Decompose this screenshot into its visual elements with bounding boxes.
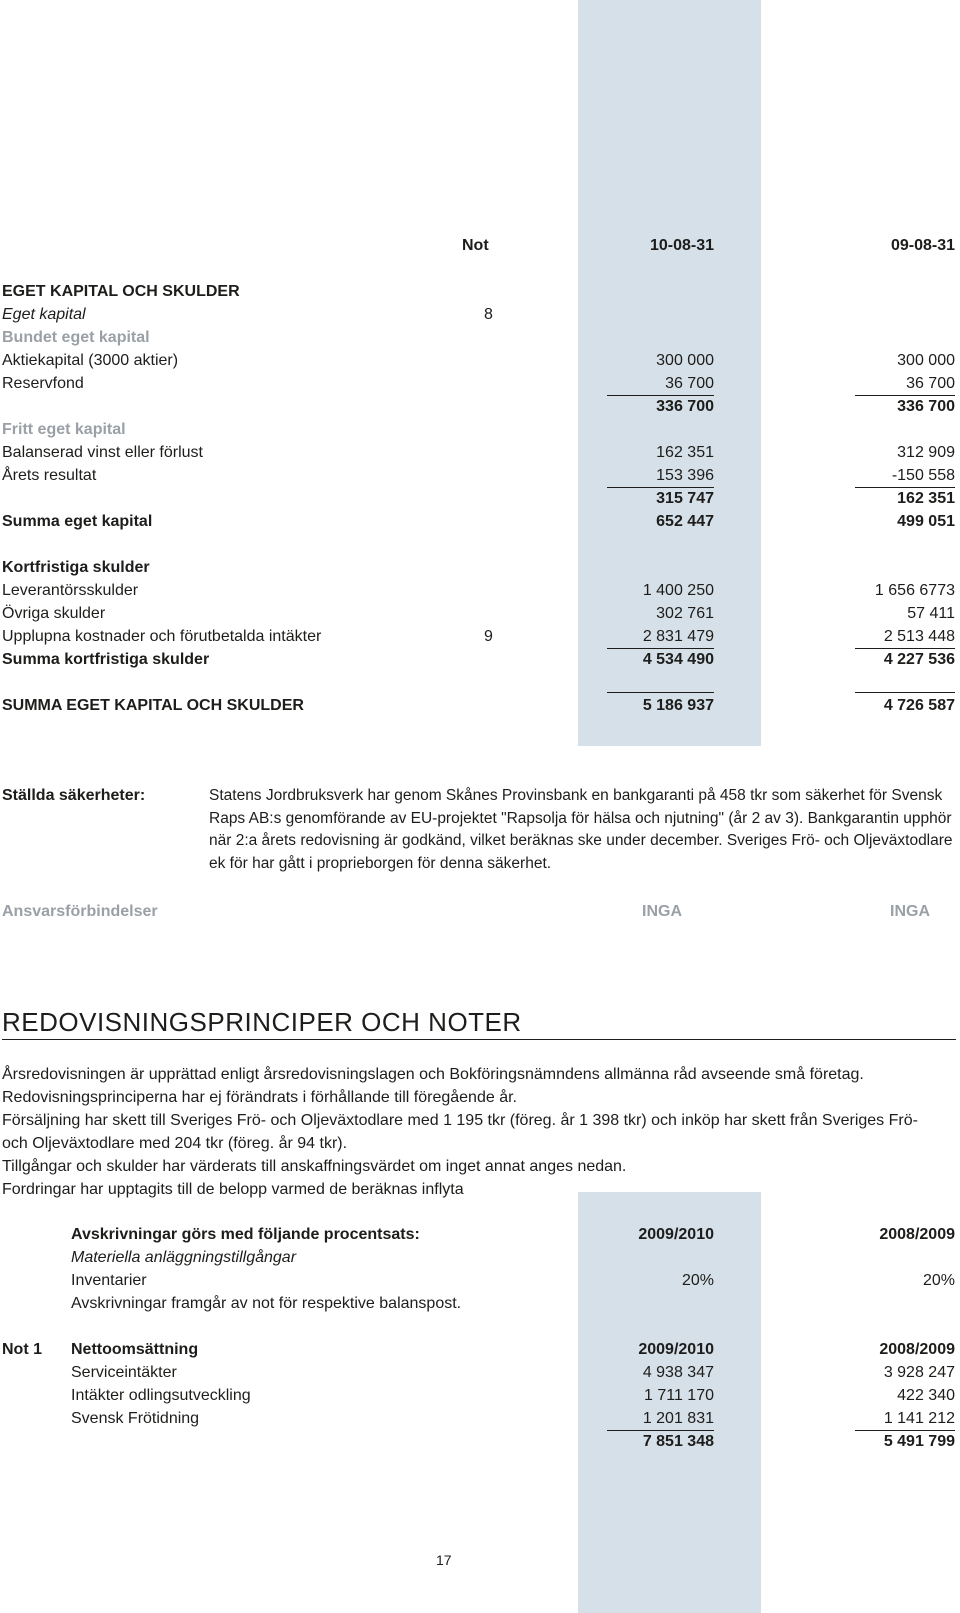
note1-row-current: 1 201 831 [642,1410,714,1427]
equity-label: Eget kapital [2,306,86,323]
pledged-label: Ställda säkerheter: [2,787,146,804]
contingent-current: INGA [642,903,682,920]
restricted-equity-title: Bundet eget kapital [2,329,150,346]
liabilities-title: Kortfristiga skulder [2,559,150,576]
restricted-total-previous: 336 700 [897,398,955,415]
note1-total-current: 7 851 348 [642,1433,714,1450]
share-capital-label: Aktiekapital (3000 aktier) [2,352,179,369]
equity-note-ref: 8 [484,306,493,323]
principles-paragraph: Fordringar har upptagits till de belopp varmed de beräknas inflyta [2,1181,464,1198]
note1-row-label: Serviceintäkter [71,1364,177,1381]
grand-total-previous: 4 726 587 [883,697,955,714]
underline-current [607,487,714,488]
free-total-current: 315 747 [656,490,714,507]
underline-current [607,395,714,396]
liabilities-total-current: 4 534 490 [642,651,714,668]
equity-total-current: 652 447 [656,513,714,530]
contingent-previous: INGA [890,903,930,920]
depreciation-title: Avskrivningar görs med följande procentsats: [71,1226,420,1243]
grand-total-label: SUMMA EGET KAPITAL OCH SKULDER [2,697,304,714]
accrued-note-ref: 9 [484,628,493,645]
principles-paragraph: Årsredovisningen är upprättad enligt årsredovisningslagen och Bokföringsnämndens allmänna råd avseende små företag. [2,1066,864,1083]
note1-total-previous: 5 491 799 [883,1433,955,1450]
equity-total-previous: 499 051 [897,513,955,530]
principles-paragraph: Redovisningsprinciperna har ej förändrats i förhållande till föregående år. [2,1089,517,1106]
grand-total-overline-previous [855,692,955,693]
header-previous-date: 09-08-31 [890,237,955,254]
principles-paragraph: Försäljning har skett till Sveriges Frö- och Oljeväxtodlare med 1 195 tkr (föreg. år 1 398 tkr) och inköp har skett från Sveriges Frö- och Oljeväxtodlare med 204 tkr (föreg. år 94 tkr). [2,1112,918,1152]
note1-row-label: Intäkter odlingsutveckling [71,1387,251,1404]
share-capital-current: 300 000 [656,352,714,369]
section-title: EGET KAPITAL OCH SKULDER [2,283,240,300]
header-note: Not [462,237,489,254]
principles-title-rule [2,1039,956,1040]
liabilities-total-label: Summa kortfristiga skulder [2,651,210,668]
page-number: 17 [436,1552,452,1568]
note1-row-current: 1 711 170 [644,1387,714,1404]
accrued-current: 2 831 479 [642,628,714,645]
principles-title: REDOVISNINGSPRINCIPER OCH NOTER [2,1007,522,1037]
underline-previous [855,487,955,488]
note1-row-previous: 3 928 247 [883,1364,955,1381]
note1-row-previous: 422 340 [897,1387,955,1404]
accrued-previous: 2 513 448 [883,628,955,645]
suppliers-current: 1 400 250 [642,582,714,599]
suppliers-previous: 1 656 6773 [874,582,955,599]
underline-current [607,648,714,649]
other-liabilities-previous: 57 411 [907,605,955,622]
reserve-fund-label: Reservfond [2,375,84,392]
underline-current [607,1430,714,1431]
other-liabilities-current: 302 761 [656,605,714,622]
header-current-date: 10-08-31 [649,237,714,254]
depreciation-footnote: Avskrivningar framgår av not för respektive balanspost. [71,1295,462,1312]
reserve-fund-previous: 36 700 [906,375,955,392]
year-result-label: Årets resultat [2,467,97,484]
liabilities-total-previous: 4 227 536 [883,651,955,668]
depreciation-subtitle: Materiella anläggningstillgångar [71,1249,297,1266]
retained-label: Balanserad vinst eller förlust [2,444,203,461]
grand-total-current: 5 186 937 [642,697,714,714]
note1-title: Nettoomsättning [71,1341,199,1358]
year-result-previous: -150 558 [891,467,955,484]
note1-tag: Not 1 [2,1341,42,1358]
grand-total-overline-current [607,692,714,693]
inventory-current: 20% [681,1272,714,1289]
other-liabilities-label: Övriga skulder [2,605,106,622]
accrued-label: Upplupna kostnader och förutbetalda intäkter [2,628,322,645]
retained-previous: 312 909 [897,444,955,461]
underline-previous [855,395,955,396]
underline-previous [855,1430,955,1431]
suppliers-label: Leverantörsskulder [2,582,139,599]
restricted-total-current: 336 700 [656,398,714,415]
share-capital-previous: 300 000 [897,352,955,369]
retained-current: 162 351 [656,444,714,461]
pledged-text: Statens Jordbruksverk har genom Skånes Provinsbank en bankgaranti på 458 tkr som säkerhet för Svensk Raps AB:s genomförande av EU-projektet "Rapsolja för hälsa och njutning" (år 2 av 3). Bankgarantin upphör när 2:a årets redovisning är godkänd, vilket beräknas ske under december. Sveriges Frö- och Oljeväxtodlare ek för har gått i proprieborgen för denna säkerhet. [209,787,953,872]
note1-row-current: 4 938 347 [642,1364,714,1381]
note1-row-previous: 1 141 212 [883,1410,955,1427]
free-equity-title: Fritt eget kapital [2,421,126,438]
underline-previous [855,648,955,649]
note1-col-previous: 2008/2009 [879,1341,955,1358]
free-total-previous: 162 351 [897,490,955,507]
contingent-label: Ansvarsförbindelser [2,903,158,920]
inventory-label: Inventarier [71,1272,147,1289]
note1-row-label: Svensk Frötidning [71,1410,200,1427]
note1-col-current: 2009/2010 [638,1341,714,1358]
reserve-fund-current: 36 700 [665,375,714,392]
inventory-previous: 20% [922,1272,955,1289]
year-result-current: 153 396 [656,467,714,484]
depreciation-col-current: 2009/2010 [638,1226,714,1243]
principles-paragraph: Tillgångar och skulder har värderats till anskaffningsvärdet om inget annat anges nedan. [2,1158,627,1175]
equity-total-label: Summa eget kapital [2,513,153,530]
depreciation-col-previous: 2008/2009 [879,1226,955,1243]
